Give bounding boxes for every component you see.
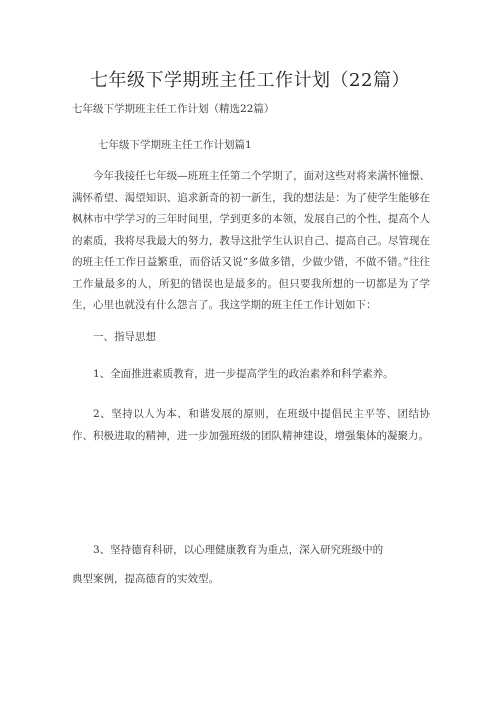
paragraph-item-1: 1、全面推进素质教育，进一步提高学生的政治素养和科学素养。 — [93, 368, 394, 380]
document-subtitle: 七年级下学期班主任工作计划（精选22篇） — [72, 103, 275, 115]
section-heading: 七年级下学期班主任工作计划篇1 — [98, 139, 252, 151]
paragraph-intro: 今年我接任七年级—班班主任第二个学期了，面对这些对将来满怀憧憬、满怀希望、渴望知识、追求新奇的初一新生，我的想法是：为了使学生能够在枫林市中学学习的三年时间里，学到更多的本领，发展自己的个性，提高个人的素质，我将尽我最大的努力，教导这批学生认识自己、提高自己。尽管现在的班主任工作日益繁重，而俗话又说“多做多错，少做少错，不做不错。”往往工作量最多的人，所犯的错误也是最多的。但只要我所想的一切都是为了学生，心里也就没有什么怨言了。我这学期的班主任工作计划如下： — [72, 170, 430, 311]
heading-guiding-ideology: 一、指导思想 — [93, 331, 156, 343]
paragraph-item-3-line-1: 3、坚持德育科研，以心理健康教育为重点，深入研究班级中的 — [93, 544, 384, 556]
paragraph-item-2: 2、坚持以人为本、和谐发展的原则，在班级中提倡民主平等、团结协作、积极进取的精神，进一步加强班级的团队精神建设，增强集体的凝聚力。 — [72, 408, 430, 442]
paragraph-item-3-line-2: 典型案例，提高德育的实效型。 — [72, 573, 219, 585]
document-title: 七年级下学期班主任工作计划（22篇） — [90, 70, 410, 91]
